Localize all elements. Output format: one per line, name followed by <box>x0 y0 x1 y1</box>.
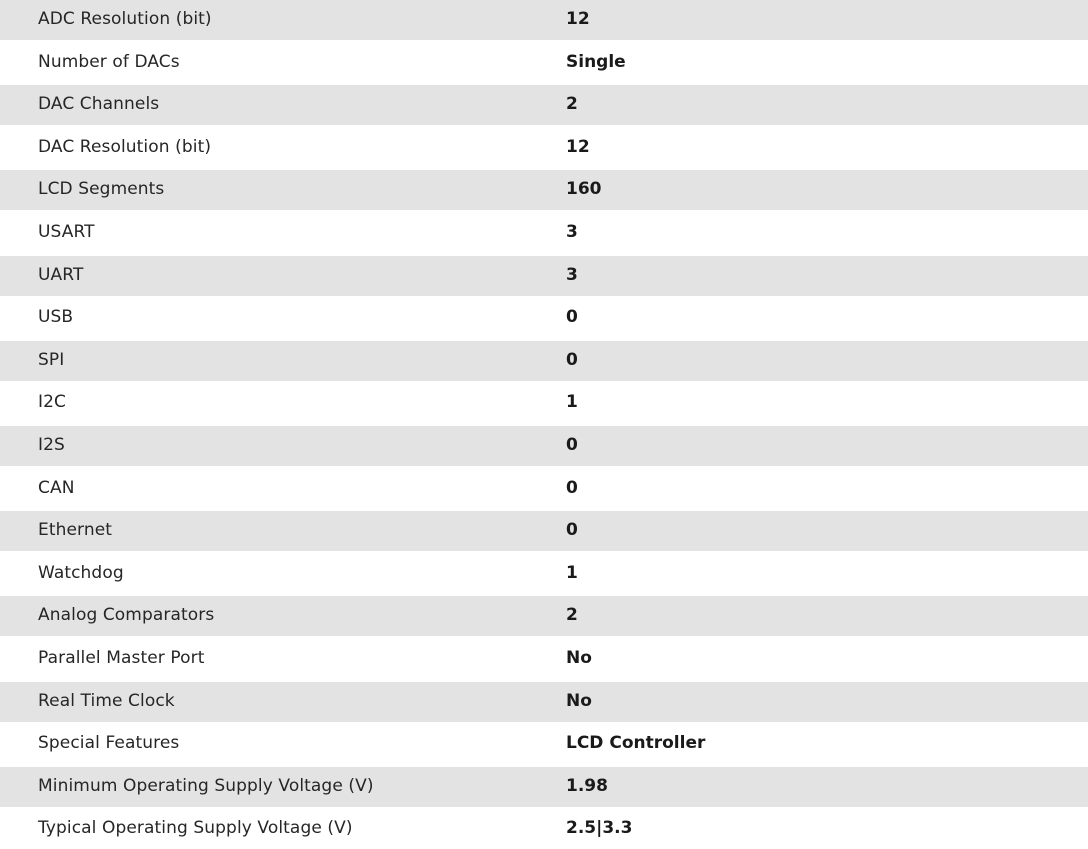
spec-row <box>0 554 1088 594</box>
spec-value: No <box>566 648 592 668</box>
spec-label: DAC Channels <box>38 94 160 114</box>
spec-row <box>0 213 1088 253</box>
spec-label: UART <box>38 265 84 285</box>
spec-label: I2S <box>38 435 65 455</box>
spec-value: 0 <box>566 520 578 540</box>
spec-row <box>0 0 1088 40</box>
spec-label: Parallel Master Port <box>38 648 205 668</box>
spec-label: Typical Operating Supply Voltage (V) <box>38 818 353 838</box>
spec-value: 2.5|3.3 <box>566 818 633 838</box>
spec-label: SPI <box>38 350 65 370</box>
spec-label: Watchdog <box>38 563 124 583</box>
spec-label: LCD Segments <box>38 179 165 199</box>
spec-row <box>0 128 1088 168</box>
spec-label: I2C <box>38 392 66 412</box>
spec-label: USART <box>38 222 95 242</box>
spec-value: 12 <box>566 9 590 29</box>
spec-value: No <box>566 691 592 711</box>
spec-value: 0 <box>566 435 578 455</box>
spec-value: 0 <box>566 307 578 327</box>
spec-value: 0 <box>566 350 578 370</box>
spec-value: 2 <box>566 94 578 114</box>
spec-value: 1 <box>566 563 578 583</box>
spec-row <box>0 809 1088 849</box>
spec-row <box>0 298 1088 338</box>
spec-label: CAN <box>38 478 75 498</box>
spec-row <box>0 426 1088 466</box>
spec-row <box>0 383 1088 423</box>
spec-value: LCD Controller <box>566 733 706 753</box>
spec-row <box>0 596 1088 636</box>
spec-value: 0 <box>566 478 578 498</box>
spec-label: USB <box>38 307 74 327</box>
spec-row <box>0 256 1088 296</box>
spec-row <box>0 724 1088 764</box>
spec-row <box>0 341 1088 381</box>
spec-value: 12 <box>566 137 590 157</box>
spec-value: 1 <box>566 392 578 412</box>
spec-row <box>0 639 1088 679</box>
spec-label: ADC Resolution (bit) <box>38 9 212 29</box>
spec-row <box>0 85 1088 125</box>
spec-row <box>0 767 1088 807</box>
spec-label: Real Time Clock <box>38 691 175 711</box>
spec-row <box>0 43 1088 83</box>
spec-value: 3 <box>566 265 578 285</box>
spec-row <box>0 682 1088 722</box>
spec-row <box>0 469 1088 509</box>
spec-value: 3 <box>566 222 578 242</box>
spec-label: Minimum Operating Supply Voltage (V) <box>38 776 374 796</box>
spec-label: Special Features <box>38 733 180 753</box>
spec-label: Number of DACs <box>38 52 180 72</box>
spec-row <box>0 511 1088 551</box>
spec-label: Analog Comparators <box>38 605 215 625</box>
spec-value: 1.98 <box>566 776 608 796</box>
spec-value: 160 <box>566 179 602 199</box>
spec-label: DAC Resolution (bit) <box>38 137 212 157</box>
spec-value: 2 <box>566 605 578 625</box>
spec-row <box>0 170 1088 210</box>
spec-label: Ethernet <box>38 520 113 540</box>
spec-value: Single <box>566 52 626 72</box>
